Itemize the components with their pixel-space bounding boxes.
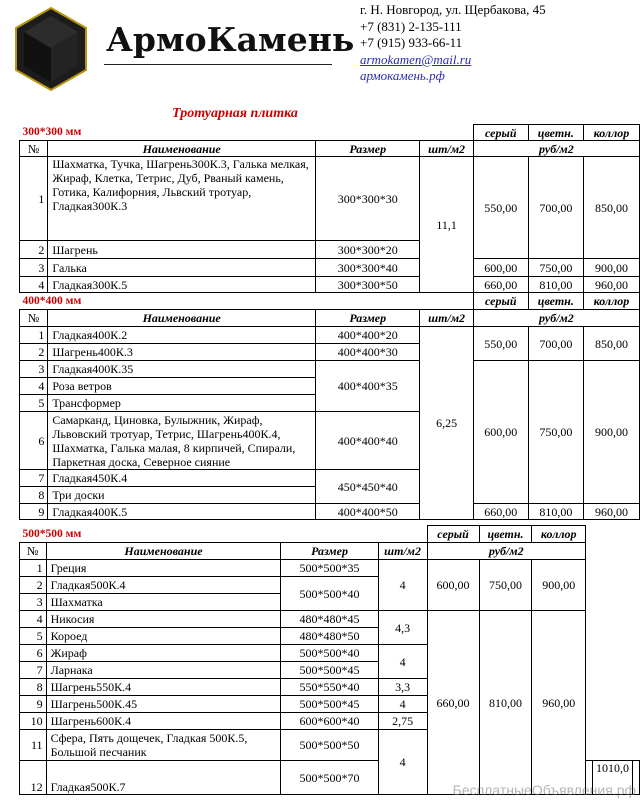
table-row: 8 Три доски: [20, 487, 640, 504]
brand-name: АрмоКамень: [106, 20, 355, 59]
page-header: [0, 0, 640, 100]
col-per-m2: шт/м2: [420, 141, 473, 157]
page-title: Тротуарная плитка: [172, 106, 298, 121]
table-row: 6 Самарканд, Циновка, Булыжник, Жираф, Львовский тротуар, Тетрис, Шагрень400К.4, Шахматка, Галька малая, 8 кирпичей, Спирали, Паркетная доска, Северное сияние 400*400*40: [20, 412, 640, 470]
table-row: 7 Ларнака 500*500*45: [20, 662, 640, 679]
col-size: Размер: [316, 141, 420, 157]
section-header-row: [20, 125, 640, 141]
col-name: Наименование: [48, 141, 316, 157]
column-header-row: [20, 141, 640, 157]
table-row: 5 Трансформер: [20, 395, 640, 412]
table-row: 1 Гладкая400К.2 400*400*20 6,25 550,00 700,00 850,00: [20, 327, 640, 344]
table-row: 3 Галька 300*300*40 600,00 750,00 900,00: [20, 259, 640, 277]
col-num: №: [20, 141, 48, 157]
table-row: 7 Гладкая450К.4 450*450*40: [20, 470, 640, 487]
site-link[interactable]: армокамень.рф: [360, 68, 445, 84]
brand-underline: [104, 64, 332, 65]
col-colored: цветн.: [528, 125, 583, 141]
phone-1: +7 (831) 2-135-111: [360, 18, 462, 34]
hexagon-logo-icon: [14, 6, 88, 92]
section-title-400: 400*400 мм: [20, 293, 474, 310]
email-link[interactable]: armokamen@mail.ru: [360, 51, 472, 67]
table-row: 1 Греция 500*500*35 4 600,00 750,00 900,00: [20, 560, 640, 577]
section-header-row: 500*500 мм серый цветн. коллор: [20, 526, 640, 543]
watermark: БесплатныеОбъявления.рф: [452, 782, 636, 798]
table-row: 2 Шагрень400К.3 400*400*30: [20, 344, 640, 361]
table-row: 4 Никосия 480*480*45 4,3 660,00 810,00 960,00: [20, 611, 640, 628]
section-title-300: 300*300 мм: [20, 125, 474, 141]
contact-block: [360, 2, 546, 85]
col-grey: серый: [473, 125, 528, 141]
column-header-row: № Наименование Размер шт/м2 руб/м2: [20, 310, 640, 327]
table-row: 9 Гладкая400К.5 400*400*50 660,00 810,00 960,00: [20, 504, 640, 520]
col-collor: коллор: [583, 125, 639, 141]
phone-2: +7 (915) 933-66-11: [360, 35, 463, 51]
column-header-row: № Наименование Размер шт/м2 руб/м2: [20, 543, 640, 560]
col-rub-m2: руб/м2: [473, 141, 639, 157]
table-500: [19, 525, 640, 795]
section-header-row: 400*400 мм серый цветн. коллор: [20, 293, 640, 310]
address: г. Н. Новгород, ул. Щербакова, 45: [360, 2, 546, 17]
table-row: 9 Шагрень500К.45 500*500*45 4: [20, 696, 640, 713]
table-row: 1 Шахматка, Тучка, Шагрень300К.3, Галька мелкая, Жираф, Клетка, Тетрис, Дуб, Рваный камень, Готика, Калифорния, Львский тротуар, Гладкая300К.3 300*300*30 11,1 550,00 700,00 850,00: [20, 157, 640, 241]
per-m2-400: 6,25: [420, 327, 473, 520]
table-row: 3 Шахматка: [20, 594, 640, 611]
table-row: 12 Гладкая500К.7 500*500*70 1010,0: [20, 761, 640, 795]
per-m2-300: 11,1: [420, 157, 473, 293]
table-300: [19, 124, 640, 293]
table-row: 2 Гладкая500К.4 500*500*40: [20, 577, 640, 594]
table-row: 4 Гладкая300К.5 300*300*50 660,00 810,00 960,00: [20, 277, 640, 293]
table-row: 3 Гладкая400К.35 400*400*35 600,00 750,00 900,00: [20, 361, 640, 378]
table-400: [19, 292, 640, 520]
table-row: 5 Короед 480*480*50: [20, 628, 640, 645]
section-title-500: 500*500 мм: [20, 526, 428, 543]
table-row: 11 Сфера, Пять дощечек, Гладкая 500К.5, Большой песчаник 500*500*50 4: [20, 730, 640, 761]
table-row: 2 Шагрень 300*300*20: [20, 241, 640, 259]
table-row: 10 Шагрень600К.4 600*600*40 2,75: [20, 713, 640, 730]
table-row: 6 Жираф 500*500*40 4: [20, 645, 640, 662]
table-row: 4 Роза ветров: [20, 378, 640, 395]
table-row: 8 Шагрень550К.4 550*550*40 3,3: [20, 679, 640, 696]
